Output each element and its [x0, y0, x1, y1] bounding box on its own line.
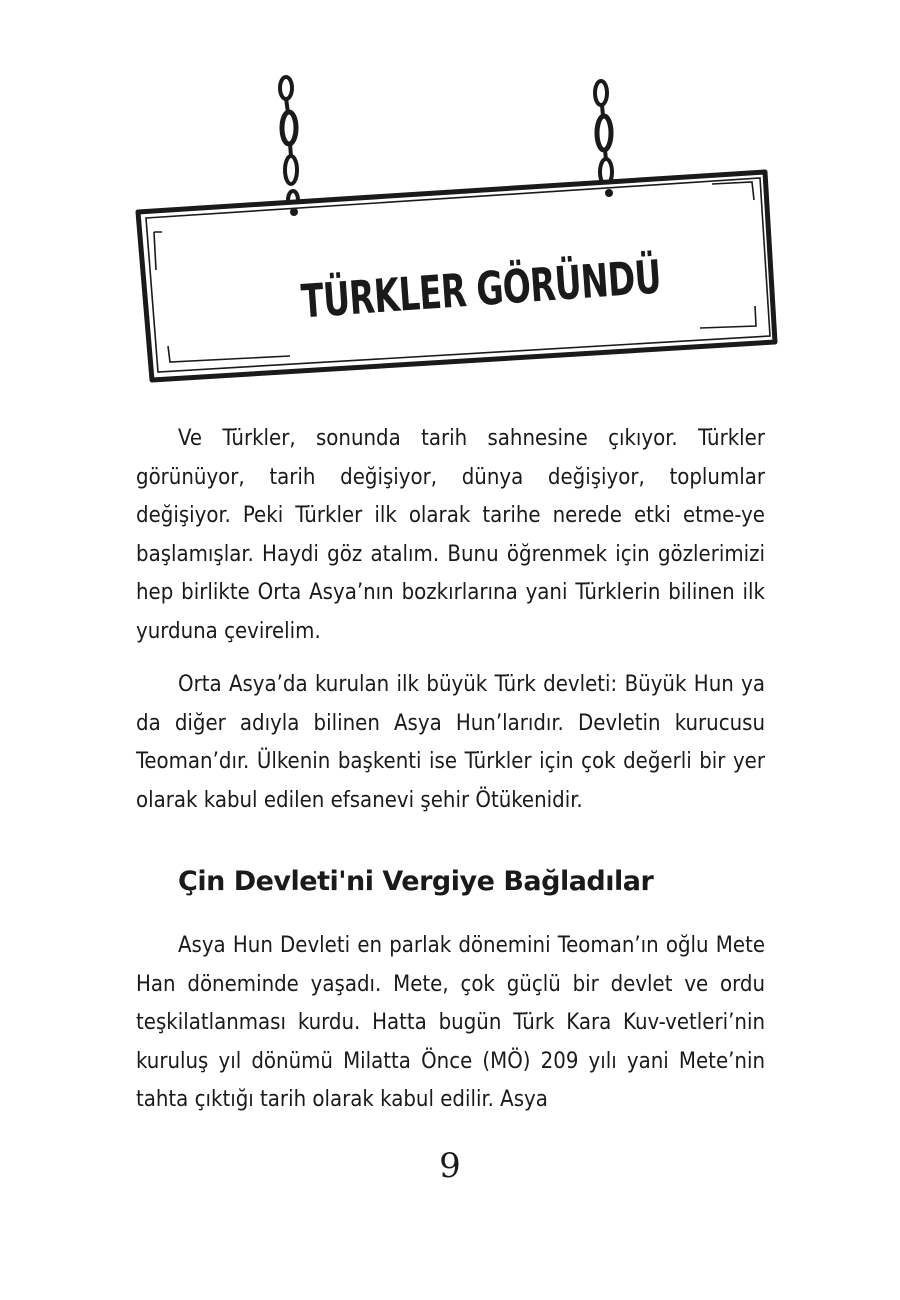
sign-title: TÜRKLER GÖRÜNDÜ — [299, 239, 803, 329]
paragraph-1 — [136, 420, 765, 652]
paragraph-3-text: Asya Hun Devleti en parlak dönemini Teoman’ın oğlu Mete Han döneminde yaşadı. Mete, çok güçlü bir devlet ve ordu teşkilatlanması kurdu. Hatta bugün Türk Kara Kuv-vetleri’nin kuruluş yıl dönümü Milatta Önce (MÖ) 209 yılı yani Mete’nin tahta çıktığı tarih olarak kabul edilir. Asya — [136, 933, 765, 1113]
section-heading: Çin Devleti'ni Vergiye Bağladılar — [178, 866, 654, 897]
paragraph-3 — [136, 927, 765, 1120]
left-chain — [280, 77, 298, 209]
hanging-sign-illustration — [0, 0, 900, 400]
paragraph-2 — [136, 666, 765, 820]
paragraph-1-text: Ve Türkler, sonunda tarih sahnesine çıkıyor. Türkler görünüyor, tarih değişiyor, dünya değişiyor, toplumlar değişiyor. Peki Türkler ilk olarak tarihe nerede etki etme-ye başlamışlar. Haydi göz atalım. Bunu öğrenmek için gözlerimizi hep birlikte Orta Asya’nın bozkırlarına yani Türklerin bilinen ilk yurduna çevirelim. — [136, 426, 765, 644]
paragraph-2-text: Orta Asya’da kurulan ilk büyük Türk devleti: Büyük Hun ya da diğer adıyla bilinen Asya Hun’larıdır. Devletin kurucusu Teoman’dır. Ülkenin başkenti ise Türkler için çok değerli bir yer olarak kabul edilen efsanevi şehir Ötükenidir. — [136, 672, 765, 813]
page-number: 9 — [439, 1146, 461, 1186]
